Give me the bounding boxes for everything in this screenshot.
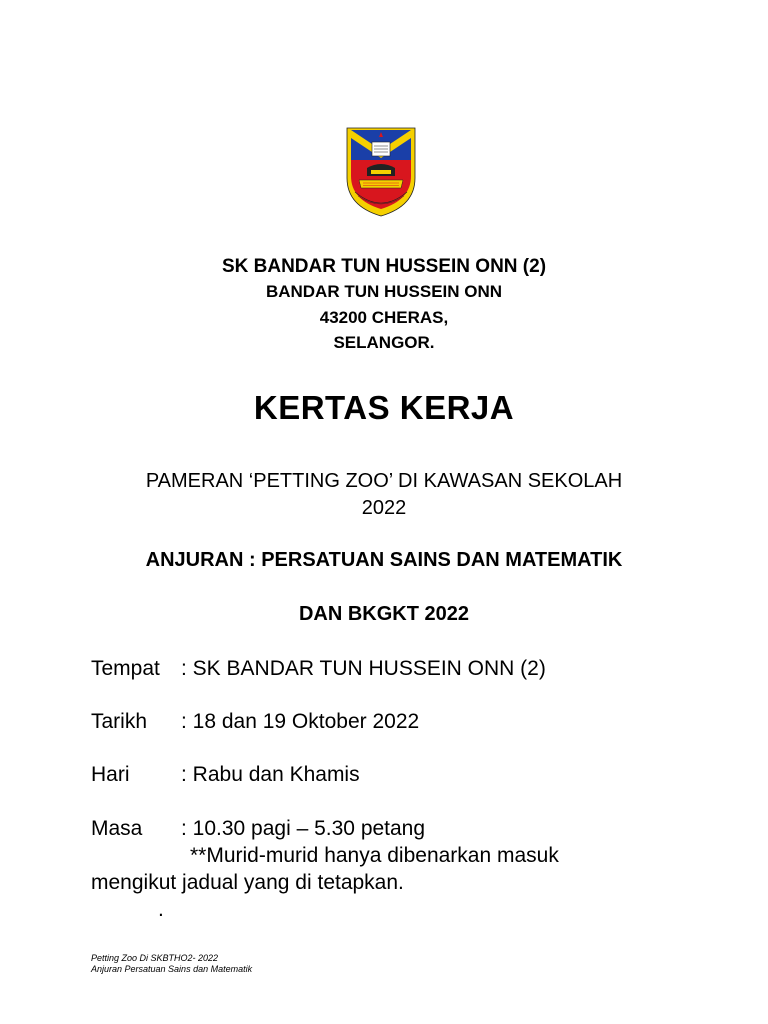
event-title-line-2: 2022 xyxy=(361,497,407,519)
place-value: : SK BANDAR TUN HUSSEIN ONN (2) xyxy=(181,657,546,680)
document-title: KERTAS KERJA xyxy=(253,389,515,426)
detail-row-date xyxy=(91,710,419,734)
event-title-line-1: PAMERAN ‘PETTING ZOO’ DI KAWASAN SEKOLAH xyxy=(145,470,623,492)
organizer-line-2: DAN BKGKT 2022 xyxy=(298,603,470,625)
date-value: : 18 dan 19 Oktober 2022 xyxy=(181,710,420,733)
day-label: Hari xyxy=(91,763,130,786)
day-value: : Rabu dan Khamis xyxy=(181,763,360,786)
detail-row-place xyxy=(91,657,546,681)
organizer-line-1: ANJURAN : PERSATUAN SAINS DAN MATEMATIK xyxy=(145,549,623,571)
trailing-dot: . xyxy=(158,898,164,921)
address-line-1: BANDAR TUN HUSSEIN ONN xyxy=(265,282,503,301)
time-label: Masa xyxy=(91,817,143,840)
address-line-3: SELANGOR. xyxy=(333,333,435,352)
school-crest-icon xyxy=(341,120,421,218)
school-name: SK BANDAR TUN HUSSEIN ONN (2) xyxy=(221,256,547,277)
place-label: Tempat xyxy=(91,657,160,680)
detail-row-day xyxy=(91,763,360,787)
address-line-2: 43200 CHERAS, xyxy=(319,308,449,327)
time-value: : 10.30 pagi – 5.30 petang xyxy=(181,817,426,840)
date-label: Tarikh xyxy=(91,710,148,733)
note-line-1: **Murid-murid hanya dibenarkan masuk xyxy=(190,844,559,867)
footer-line-1: Petting Zoo Di SKBTHO2- 2022 xyxy=(91,953,219,963)
detail-row-time xyxy=(91,817,425,841)
footer-line-2: Anjuran Persatuan Sains dan Matematik xyxy=(91,964,253,974)
note-line-2: mengikut jadual yang di tetapkan. xyxy=(91,871,404,894)
